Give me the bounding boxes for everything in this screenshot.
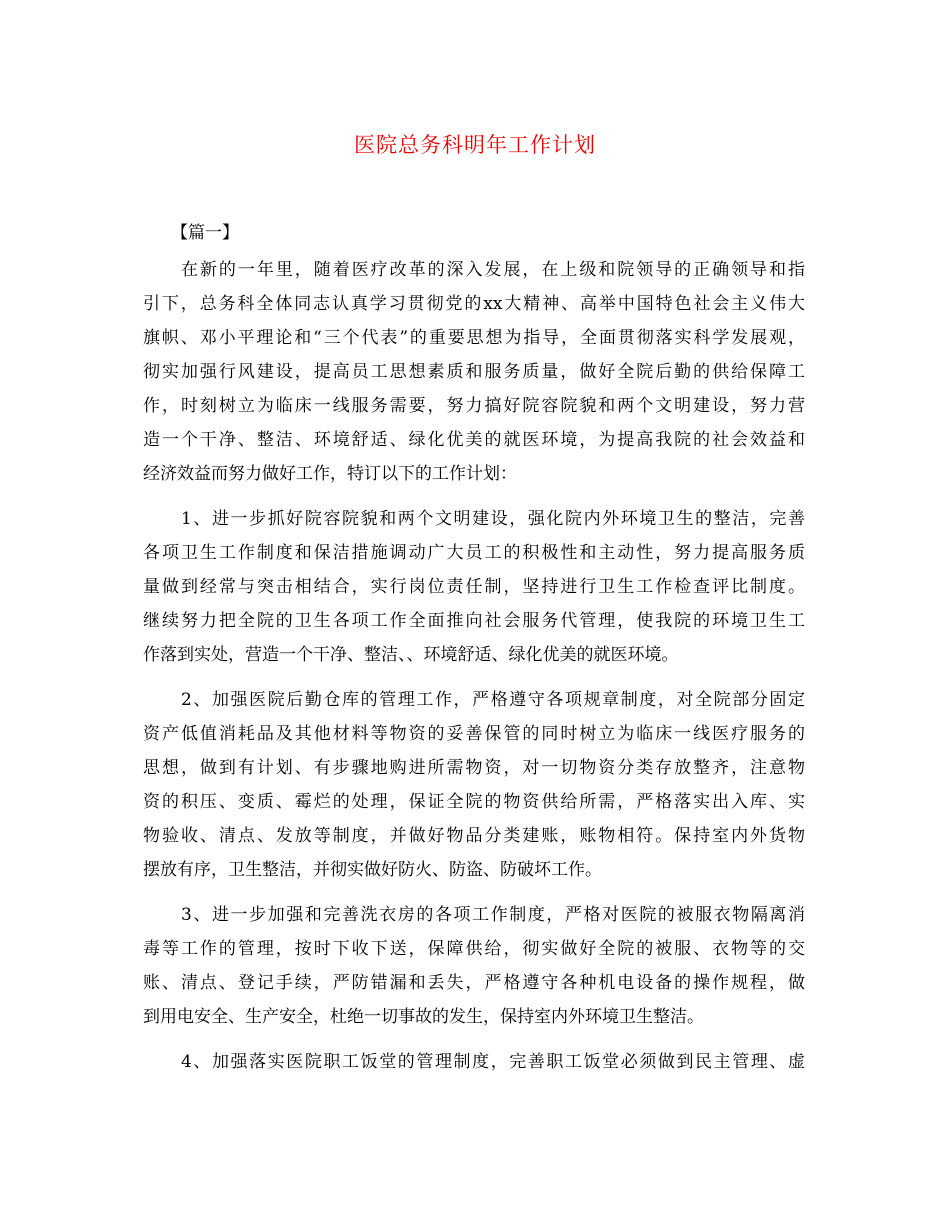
paragraph-line: 作，时刻树立为临床一线服务需要，努力搞好院容院貌和两个文明建设，努力营	[143, 396, 805, 416]
paragraph	[143, 898, 805, 1034]
paragraph	[143, 502, 805, 672]
paragraph-line: 2、加强医院后勤仓库的管理工作，严格遵守各项规章制度，对全院部分固定	[181, 690, 805, 710]
paragraph-line: 在新的一年里，随着医疗改革的深入发展，在上级和院领导的正确领导和指	[181, 260, 805, 280]
paragraph-line: 彻实加强行风建设，提高员工思想素质和服务质量，做好全院后勤的供给保障工	[143, 362, 805, 382]
paragraph-line: 作落到实处，营造一个干净、整洁、、环境舒适、绿化优美的就医环境。	[143, 645, 679, 665]
paragraph-line: 经济效益而努力做好工作，特订以下的工作计划：	[143, 464, 517, 484]
section-label: 【篇一】	[171, 223, 239, 243]
paragraph	[143, 683, 805, 887]
paragraph-line: 思想，做到有计划、有步骤地购进所需物资，对一切物资分类存放整齐，注意物	[143, 758, 805, 778]
paragraph-line: 毒等工作的管理，按时下收下送，保障供给，彻实做好全院的被服、衣物等的交	[143, 939, 805, 959]
paragraph	[143, 253, 805, 491]
paragraph-line: 资的积压、变质、霉烂的处理，保证全院的物资供给所需，严格落实出入库、实	[143, 792, 805, 812]
paragraph-line: 摆放有序，卫生整洁，并彻实做好防火、防盗、防破坏工作。	[143, 860, 602, 880]
paragraph-line: 账、清点、登记手续，严防错漏和丢失，严格遵守各种机电设备的操作规程，做	[143, 973, 805, 993]
paragraph-list	[143, 253, 805, 1079]
paragraph-line: 到用电安全、生产安全，杜绝一切事故的发生，保持室内外环境卫生整洁。	[143, 1007, 704, 1027]
paragraph-line: 量做到经常与突击相结合，实行岗位责任制，坚持进行卫生工作检查评比制度。	[143, 577, 805, 597]
paragraph-line: 4、加强落实医院职工饭堂的管理制度，完善职工饭堂必须做到民主管理、虚	[181, 1052, 805, 1072]
paragraph-line: 旗帜、邓小平理论和“三个代表”的重要思想为指导，全面贯彻落实科学发展观，	[143, 328, 805, 348]
paragraph-line: 各项卫生工作制度和保洁措施调动广大员工的积极性和主动性，努力提高服务质	[143, 543, 805, 563]
paragraph-line: 1、进一步抓好院容院貌和两个文明建设，强化院内外环境卫生的整洁，完善	[181, 509, 805, 529]
paragraph-line: 3、进一步加强和完善洗衣房的各项工作制度，严格对医院的被服衣物隔离消	[181, 905, 805, 925]
paragraph-line: 造一个干净、整洁、环境舒适、绿化优美的就医环境，为提高我院的社会效益和	[143, 430, 805, 450]
paragraph-line: 引下，总务科全体同志认真学习贯彻党的xx大精神、高举中国特色社会主义伟大	[143, 294, 805, 314]
paragraph-line: 资产低值消耗品及其他材料等物资的妥善保管的同时树立为临床一线医疗服务的	[143, 724, 805, 744]
document-title: 医院总务科明年工作计划	[354, 133, 596, 157]
paragraph-line: 物验收、清点、发放等制度，并做好物品分类建账，账物相符。保持室内外货物	[143, 826, 805, 846]
document-body	[143, 218, 805, 1090]
paragraph-line: 继续努力把全院的卫生各项工作全面推向社会服务代管理，使我院的环境卫生工	[143, 611, 805, 631]
paragraph	[143, 1045, 805, 1079]
